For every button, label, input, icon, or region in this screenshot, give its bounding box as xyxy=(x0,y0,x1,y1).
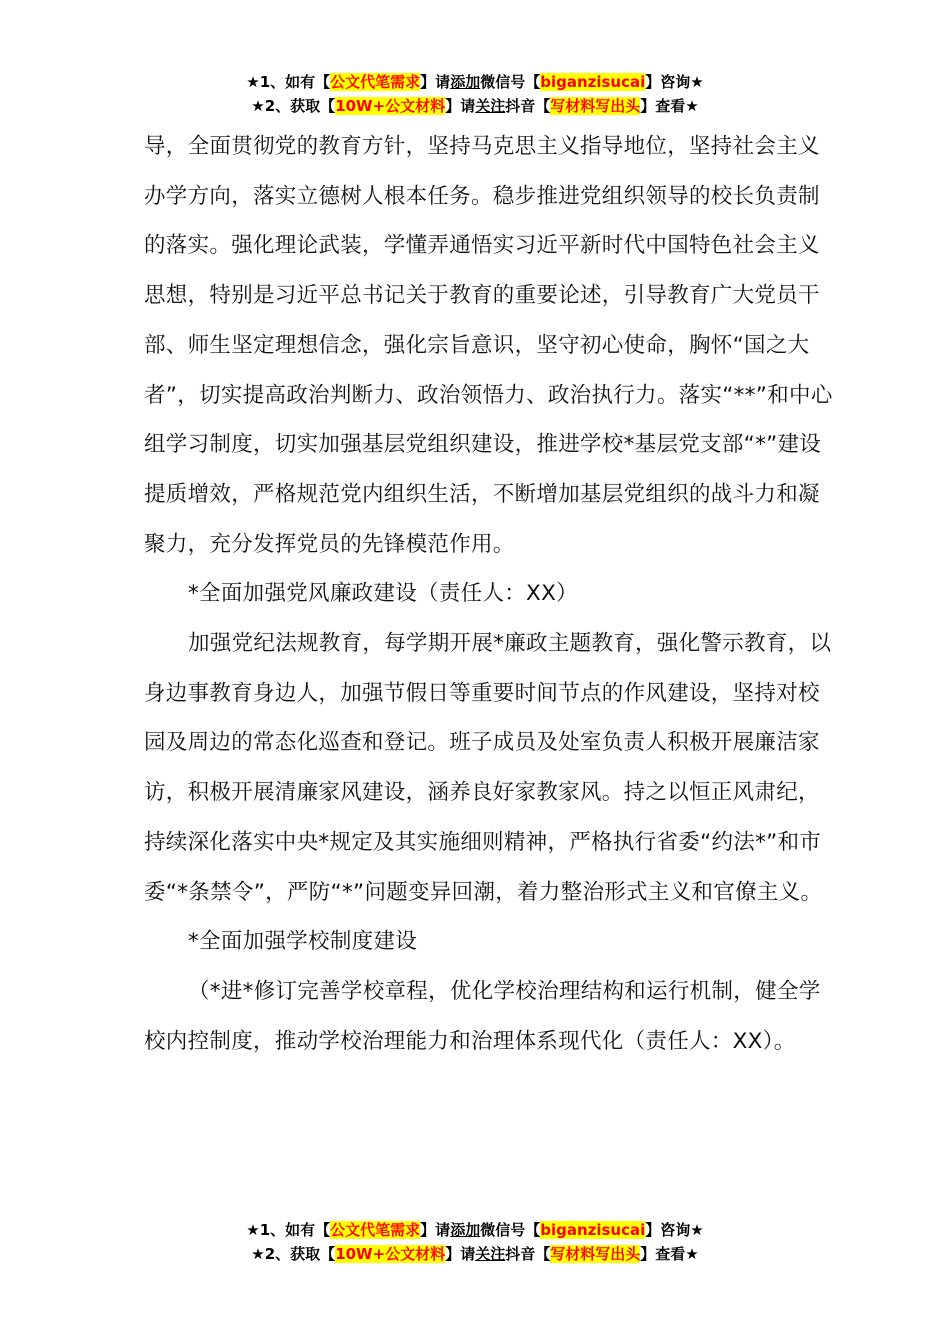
section-heading: *全面加强学校制度建设 xyxy=(188,929,418,955)
highlight-text: 公文代笔需求 xyxy=(330,73,421,91)
underlined-text: 关注 xyxy=(475,1245,506,1263)
banner-text: 】查看★ xyxy=(640,97,699,115)
paragraph: 导，全面贯彻党的教育方针，坚持马克思主义指导地位，坚持社会主义办学方向，落实立德树人根本任务。稳步推进党组织领导的校长负责制的落实。强化理论武装，学懂弄通悟实习近平新时代中国特色社会主义思想，特别是习近平总书记关于教育的重要论述，引导教育广大党员干部、师生坚定理想信念，强化宗旨意识，坚守初心使命，胸怀“国之大者”，切实提高政治判断力、政治领悟力、政治执行力。落实“**”和中心组学习制度，切实加强基层党组织建设，推进学校*基层党支部“*”建设提质增效，严格规范党内组织生活，不断增加基层党组织的战斗力和凝聚力，充分发挥党员的先锋模范作用。 xyxy=(144,134,833,557)
highlight-text: 10W+公文材料 xyxy=(335,97,446,115)
banner-text: 抖音【 xyxy=(505,1245,551,1263)
banner-text: ★1、如有【 xyxy=(246,1221,331,1239)
banner-text: 】请 xyxy=(445,97,476,115)
banner-line-1 xyxy=(0,70,950,94)
banner-text: ★1、如有【 xyxy=(246,73,331,91)
underlined-text: 添加 xyxy=(450,73,481,91)
header-banner xyxy=(0,70,950,118)
banner-text: 】咨询★ xyxy=(645,73,704,91)
highlight-text: 10W+公文材料 xyxy=(335,1245,446,1263)
banner-text: ★2、获取【 xyxy=(251,97,336,115)
banner-text: 】请 xyxy=(420,1221,451,1239)
banner-text: ★2、获取【 xyxy=(251,1245,336,1263)
banner-text: 】请 xyxy=(445,1245,476,1263)
highlight-text: biganzisucai xyxy=(540,73,646,91)
paragraph: （*进*修订完善学校章程，优化学校治理结构和运行机制，健全学校内控制度，推动学校治理能力和治理体系现代化（责任人：XX）。 xyxy=(144,978,821,1054)
banner-text: 抖音【 xyxy=(505,97,551,115)
section-heading: *全面加强党风廉政建设（责任人：XX） xyxy=(188,581,578,607)
banner-text: 微信号【 xyxy=(480,1221,541,1239)
banner-text: 】咨询★ xyxy=(645,1221,704,1239)
highlight-text: 写材料写出头 xyxy=(550,1245,641,1263)
highlight-text: 写材料写出头 xyxy=(550,97,641,115)
banner-text: 微信号【 xyxy=(480,73,541,91)
banner-line-2 xyxy=(0,1242,950,1266)
highlight-text: 公文代笔需求 xyxy=(330,1221,421,1239)
highlight-text: biganzisucai xyxy=(540,1221,646,1239)
underlined-text: 添加 xyxy=(450,1221,481,1239)
banner-line-1 xyxy=(0,1218,950,1242)
footer-banner xyxy=(0,1218,950,1266)
underlined-text: 关注 xyxy=(475,97,506,115)
document-body xyxy=(144,122,834,1066)
banner-text: 】请 xyxy=(420,73,451,91)
banner-text: 】查看★ xyxy=(640,1245,699,1263)
paragraph: 加强党纪法规教育，每学期开展*廉政主题教育，强化警示教育，以身边事教育身边人，加强节假日等重要时间节点的作风建设，坚持对校园及周边的常态化巡查和登记。班子成员及处室负责人积极开展廉洁家访，积极开展清廉家风建设，涵养良好家教家风。持之以恒正风肃纪，持续深化落实中央*规定及其实施细则精神，严格执行省委“约法*”和市委“*条禁令”，严防“*”问题变异回潮，着力整治形式主义和官僚主义。 xyxy=(144,631,832,905)
banner-line-2 xyxy=(0,94,950,118)
